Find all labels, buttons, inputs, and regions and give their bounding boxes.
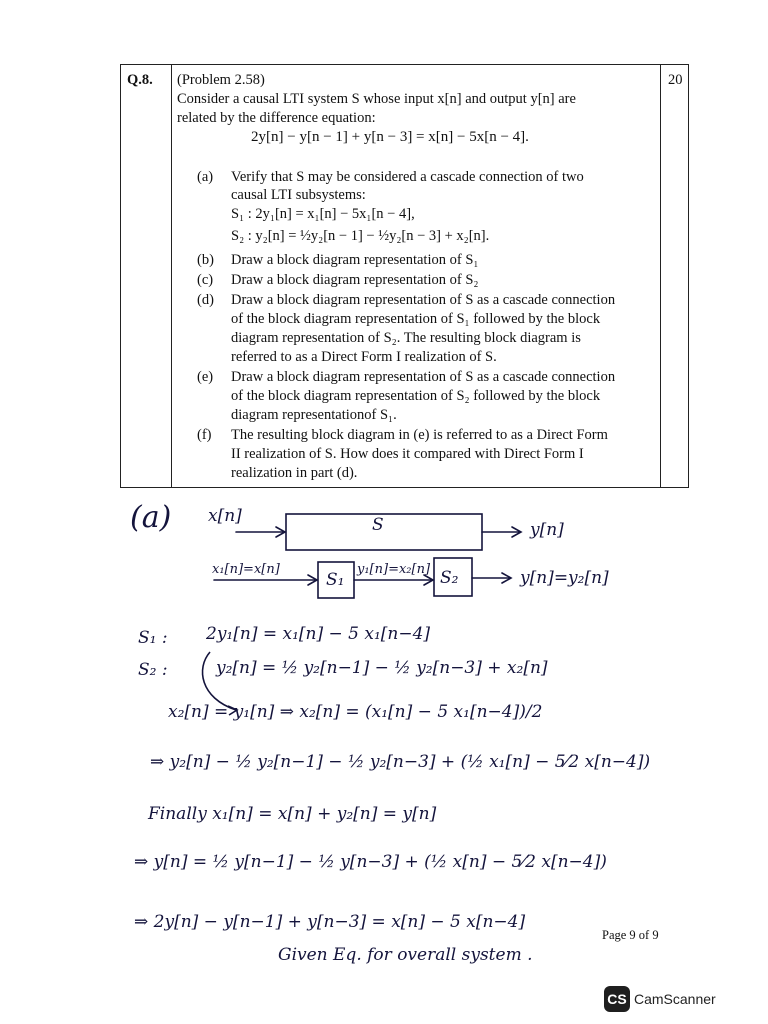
part-f-line: realization in part (d).	[231, 465, 358, 481]
hw-block-system: S	[372, 515, 384, 535]
hw-cascade-input: x₁[n]=x[n]	[212, 562, 280, 577]
hw-block-output: y[n]	[530, 520, 564, 540]
part-b-label: (b)	[197, 252, 214, 268]
hw-line-8: Given Eq. for overall system .	[278, 945, 533, 965]
hw-cascade-s2: S₂	[440, 568, 459, 588]
intro-line-2: related by the difference equation:	[177, 110, 376, 126]
handwritten-block-diagrams	[0, 490, 768, 610]
part-e-line: diagram representationof S₁.	[231, 407, 397, 423]
question-number: Q.8.	[127, 72, 153, 88]
part-e-label: (e)	[197, 369, 214, 385]
hw-s2-label: S₂ :	[138, 660, 168, 680]
part-e-line: of the block diagram representation of S₂ followed by the block	[231, 388, 601, 404]
part-d-line: of the block diagram representation of S₁ followed by the block	[231, 311, 601, 327]
question-table	[120, 64, 689, 488]
part-a-line: causal LTI subsystems:	[231, 187, 366, 203]
hw-cascade-s1: S₁	[326, 570, 345, 590]
hw-s1-equation: 2y₁[n] = x₁[n] − 5 x₁[n−4]	[206, 624, 431, 644]
table-divider-right	[660, 65, 661, 487]
hw-substitution-line: x₂[n] = y₁[n] ⇒ x₂[n] = (x₁[n] − 5 x₁[n−4])/2	[168, 702, 543, 722]
part-c-label: (c)	[197, 272, 214, 288]
hw-line-5: Finally x₁[n] = x[n] + y₂[n] = y[n]	[148, 804, 437, 824]
part-d-line: referred to as a Direct Form I realization of S.	[231, 349, 497, 365]
hw-part-a-label: (a)	[130, 500, 172, 535]
problem-title: (Problem 2.58)	[177, 72, 265, 88]
system-s-box	[286, 514, 482, 550]
hw-block-input: x[n]	[208, 506, 242, 526]
part-a-line: S₂ : y₂[n] = ½y₂[n − 1] − ½y₂[n − 3] + x₂[n].	[231, 228, 490, 244]
part-d-line: diagram representation of S₂. The resulting block diagram is	[231, 330, 581, 346]
part-a-line: Verify that S may be considered a cascade connection of two	[231, 169, 584, 185]
part-d-line: Draw a block diagram representation of S as a cascade connection	[231, 292, 616, 308]
part-c-line: Draw a block diagram representation of S₂	[231, 272, 479, 288]
part-b-line: Draw a block diagram representation of S₁	[231, 252, 479, 268]
hw-line-4: ⇒ y₂[n] − ½ y₂[n−1] − ½ y₂[n−3] + (½ x₁[n] − 5⁄2 x[n−4])	[150, 752, 651, 772]
intro-line-1: Consider a causal LTI system S whose input x[n] and output y[n] are	[177, 91, 576, 107]
part-a-line: S₁ : 2y₁[n] = x₁[n] − 5x₁[n − 4],	[231, 206, 415, 222]
part-f-line: II realization of S. How does it compared with Direct Form I	[231, 446, 584, 462]
table-divider-left	[171, 65, 172, 487]
page-number: Page 9 of 9	[602, 928, 659, 942]
hw-cascade-output: y[n]=y₂[n]	[520, 568, 609, 588]
camscanner-logo-icon: CS	[604, 986, 630, 1012]
hw-cascade-mid: y₁[n]=x₂[n]	[357, 562, 431, 577]
question-marks: 20	[668, 72, 683, 88]
part-e-line: Draw a block diagram representation of S as a cascade connection	[231, 369, 616, 385]
part-a-label: (a)	[197, 169, 214, 185]
hw-line-7: ⇒ 2y[n] − y[n−1] + y[n−3] = x[n] − 5 x[n−4]	[134, 912, 526, 932]
camscanner-label: CamScanner	[634, 991, 716, 1007]
hw-s2-equation: y₂[n] = ½ y₂[n−1] − ½ y₂[n−3] + x₂[n]	[216, 658, 548, 678]
hw-s1-label: S₁ :	[138, 628, 168, 648]
part-f-label: (f)	[197, 427, 212, 443]
difference-equation: 2y[n] − y[n − 1] + y[n − 3] = x[n] − 5x[n − 4].	[251, 129, 529, 145]
hw-line-6: ⇒ y[n] = ½ y[n−1] − ½ y[n−3] + (½ x[n] − 5⁄2 x[n−4])	[134, 852, 607, 872]
part-f-line: The resulting block diagram in (e) is referred to as a Direct Form	[231, 427, 608, 443]
part-d-label: (d)	[197, 292, 214, 308]
